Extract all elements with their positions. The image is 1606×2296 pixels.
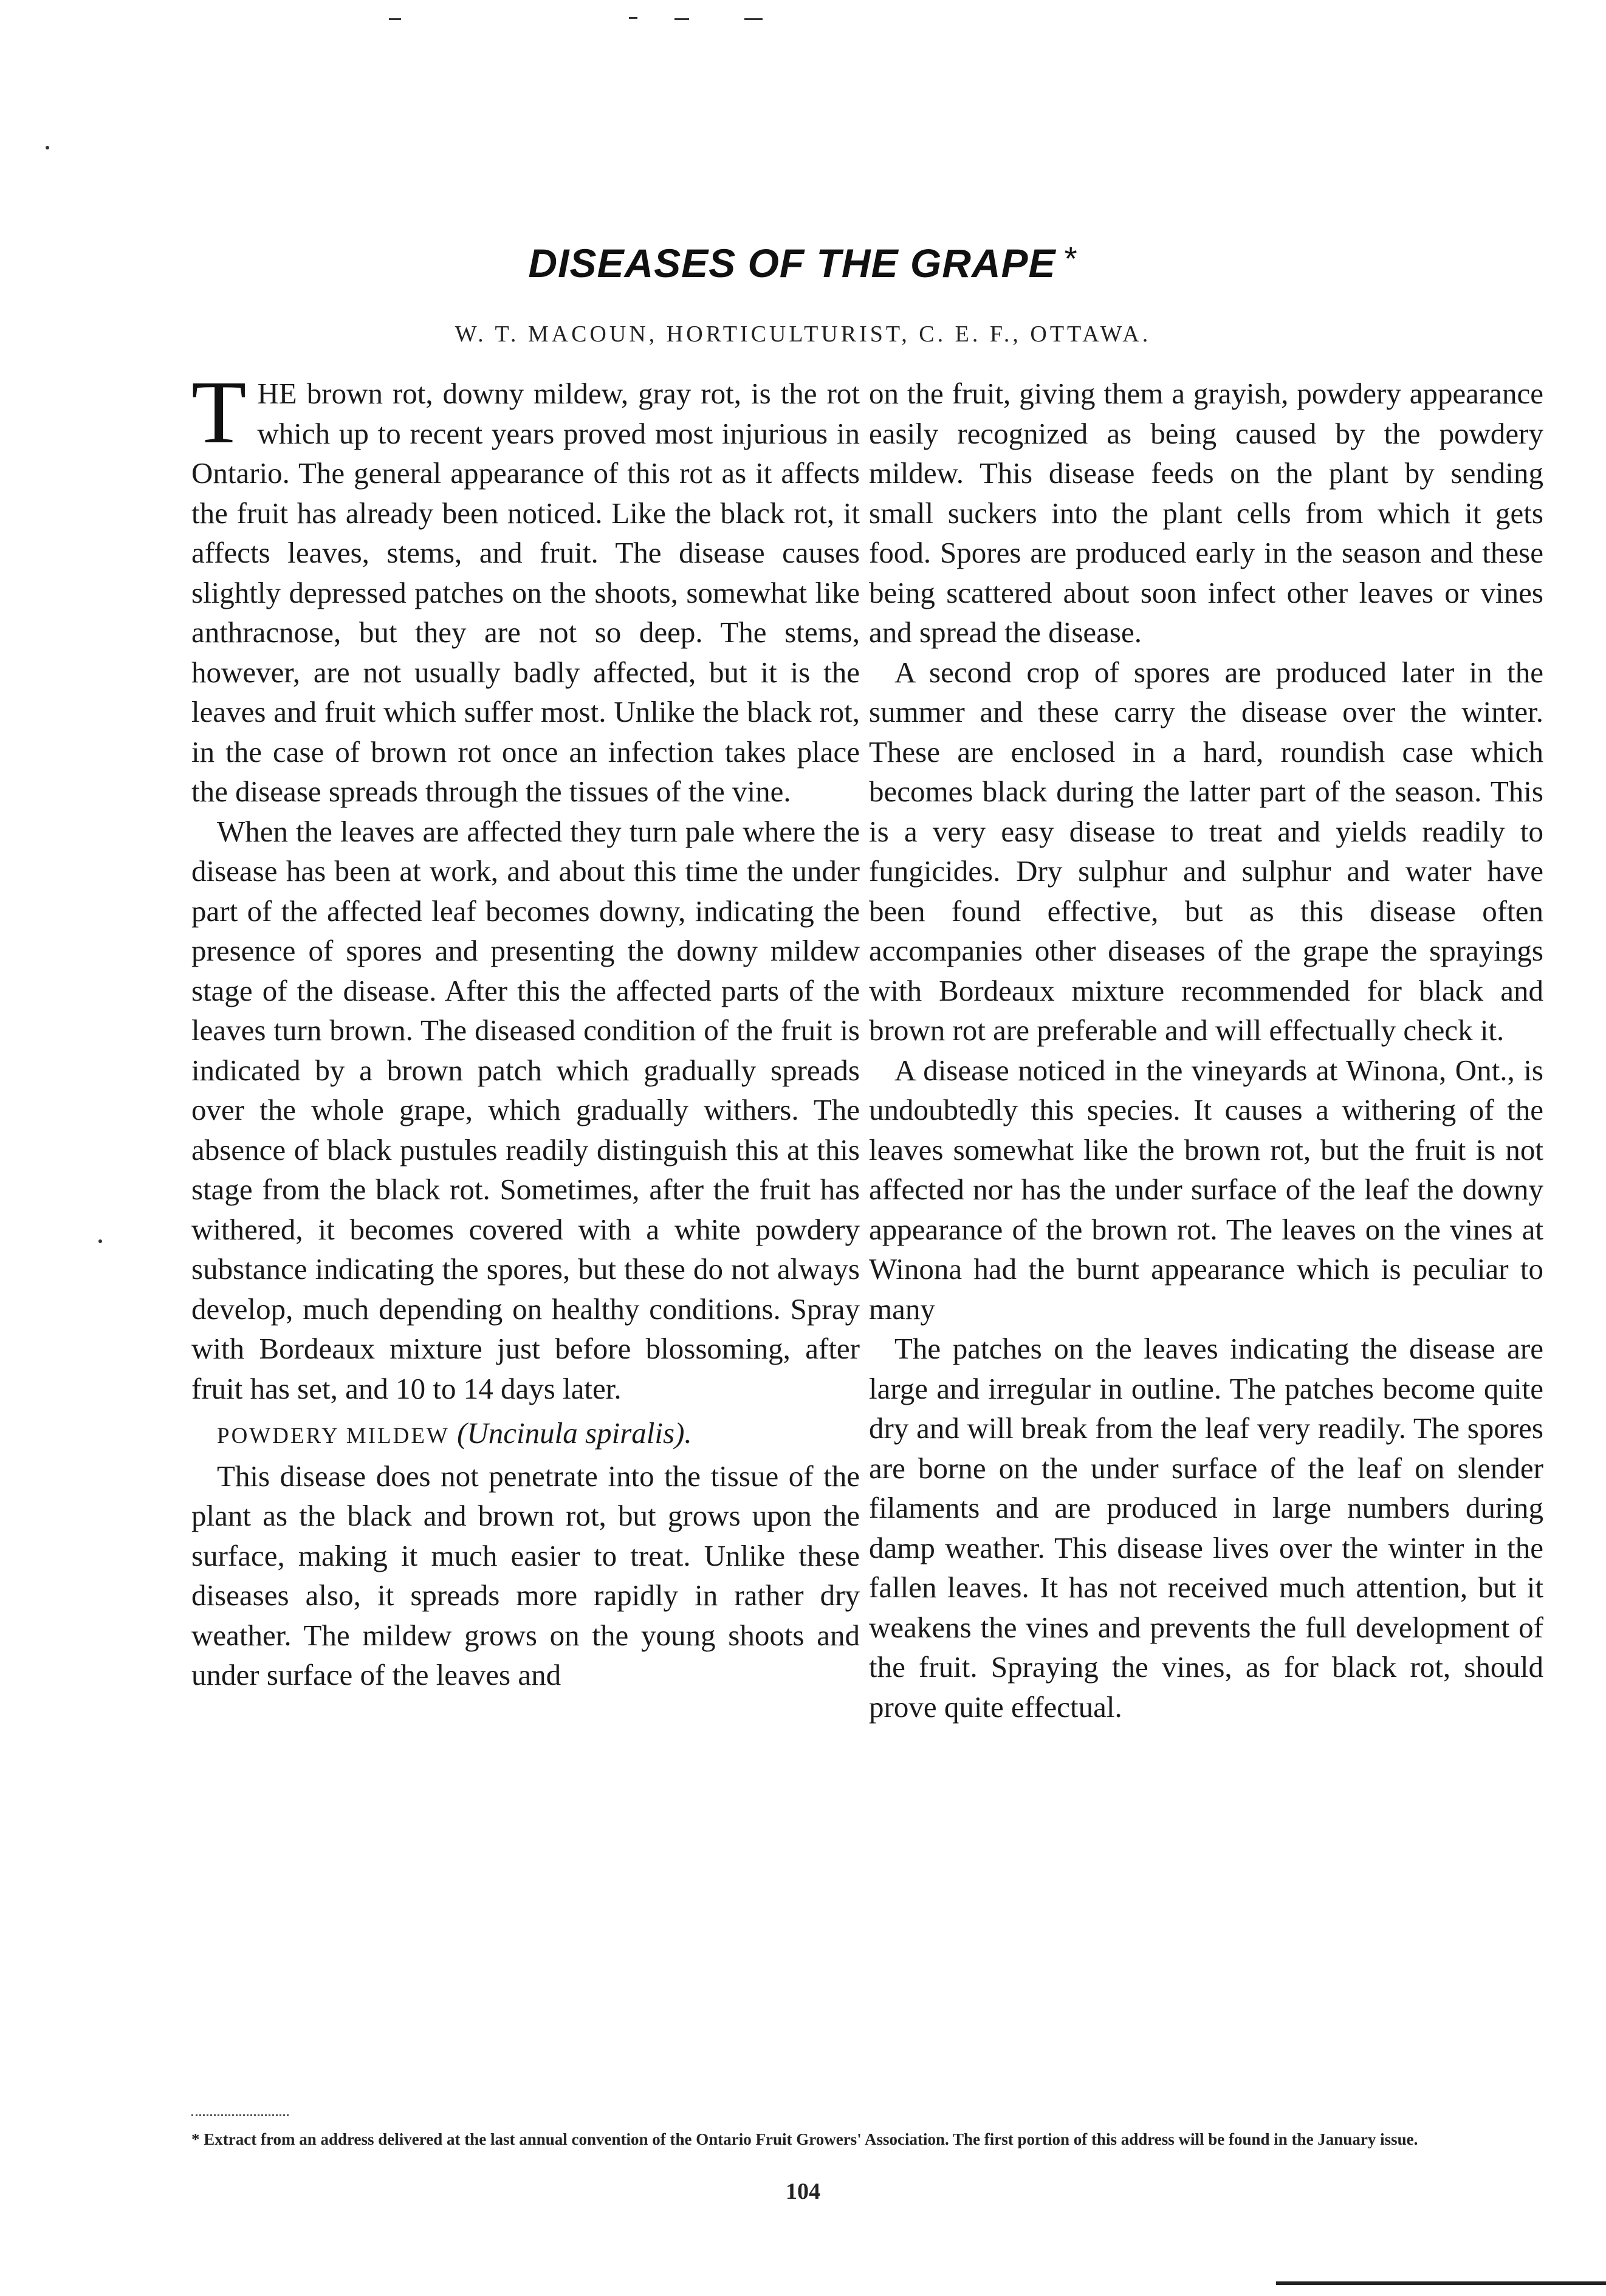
paragraph-leaf-patches: The patches on the leaves indicating the disease are large and irregular in outline. The patches become quite dry and will break from the leaf very readily. The spores are borne on the under surface of the leaf on slender filaments and are produced in large numbers during damp weather. This disease lives over the winter in the fallen leaves. It has not received much attention, but it weakens the vines and prevents the full development of the fruit. Spraying the vines, as for black rot, should prove quite effectual. bbox=[869, 1332, 1543, 1724]
scan-mark bbox=[98, 1239, 102, 1243]
footnote: * Extract from an address delivered at the last annual convention of the Ontario Fruit Growers' Association. The first portion of this address will be found in the January issue. bbox=[191, 2130, 1418, 2148]
section-heading-latin-name: (Uncinula spiralis). bbox=[457, 1416, 692, 1450]
article-title bbox=[0, 240, 1606, 286]
section-heading-powdery-mildew bbox=[191, 1413, 860, 1456]
article-title-text: DISEASES OF THE GRAPE bbox=[528, 241, 1056, 286]
left-column bbox=[191, 363, 860, 1695]
paragraph-second-crop-spores: A second crop of spores are produced later in the summer and these carry the disease over the winter. These are enclosed in a hard, roundish case which becomes black during the latter part of the season. This is a very easy disease to treat and yields readily to fungicides. Dry sulphur and sulphur and water have been found effective, but as this disease often accompanies other diseases of the grape the sprayings with Bordeaux mixture recommended for black and brown rot are preferable and will effectually check it. bbox=[869, 655, 1543, 1047]
page-number: 104 bbox=[786, 2179, 820, 2204]
title-footnote-mark: * bbox=[1064, 241, 1078, 277]
scan-mark bbox=[629, 17, 637, 19]
paragraph-brown-rot bbox=[191, 363, 860, 812]
scan-mark bbox=[46, 146, 49, 149]
paragraph-powdery-mildew-intro: This disease does not penetrate into the tissue of the plant as the black and brown rot, but grows upon the surface, making it much easier to treat. Unlike these diseases also, it spreads more rapidly in rather dry weather. The mildew grows on the young shoots and under surface of the leaves and bbox=[191, 1459, 860, 1691]
paragraph-leaves-affected: When the leaves are affected they turn pale where the disease has been at work, and about this time the under part of the affected leaf becomes downy, indicating the presence of spores and presenting the downy mildew stage of the disease. After this the affected parts of the leaves turn brown. The diseased condition of the fruit is indicated by a brown patch which gradually spreads over the whole grape, which gradually withers. The absence of black pustules readily distinguish this at this stage from the black rot. Sometimes, after the fruit has withered, it becomes covered with a white powdery substance indicating the spores, but these do not always develop, much depending on healthy conditions. Spray with Bordeaux mixture just before blossoming, after fruit has set, and 10 to 14 days later. bbox=[191, 814, 860, 1405]
paragraph-powdery-appearance: on the fruit, giving them a grayish, powdery appearance easily recognized as being caused by the powdery mildew. This disease feeds on the plant by sending small suckers into the plant cells from which it gets food. Spores are produced early in the season and these being scattered about soon infect other leaves or vines and spread the disease. bbox=[869, 377, 1543, 649]
scan-edge-line bbox=[1276, 2281, 1606, 2285]
author-byline: W. T. MACOUN, HORTICULTURIST, C. E. F., OTTAWA. bbox=[455, 321, 1151, 347]
right-column bbox=[869, 374, 1543, 1727]
scan-mark bbox=[744, 18, 763, 20]
footnote-separator bbox=[191, 2114, 289, 2116]
paragraph-brown-rot-text: HE brown rot, downy mildew, gray rot, is the rot which up to recent years proved most injurious in Ontario. The general appearance of this rot as it affects the fruit has already been noticed. Like the black rot, it affects leaves, stems, and fruit. The disease causes slightly depressed patches on the shoots, somewhat like anthracnose, but they are not so deep. The stems, however, are not usually badly affected, but it is the leaves and fruit which suffer most. Unlike the black rot, in the case of brown rot once an infection takes place the disease spreads through the tissues of the vine. bbox=[191, 377, 860, 808]
drop-cap: T bbox=[191, 363, 247, 462]
scan-mark bbox=[674, 18, 689, 20]
section-heading-name: POWDERY MILDEW bbox=[217, 1424, 450, 1448]
paragraph-winona-vineyards: A disease noticed in the vineyards at Winona, Ont., is undoubtedly this species. It causes a withering of the leaves somewhat like the brown rot, but the fruit is not affected nor has the under surface of the leaf the downy appearance of the brown rot. The leaves on the vines at Winona had the burnt appearance which is peculiar to many bbox=[869, 1053, 1543, 1326]
scan-mark bbox=[389, 18, 401, 20]
